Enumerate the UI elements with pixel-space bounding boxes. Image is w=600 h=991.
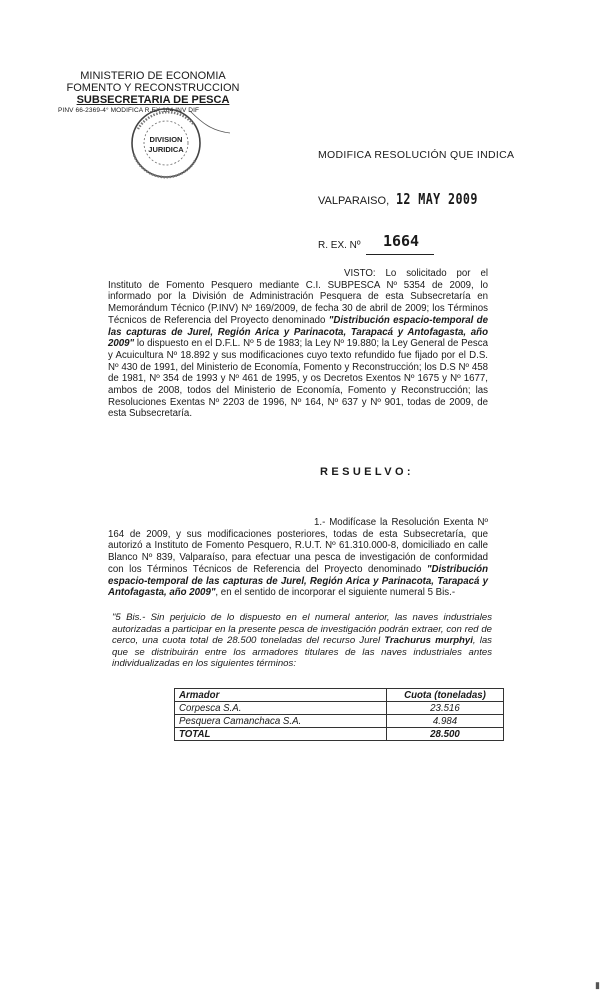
table-header-row bbox=[175, 689, 504, 702]
table-row bbox=[175, 715, 504, 728]
visto-text-1: Lo solicitado por el Instituto de Fomento Pesquero mediante C.I. SUBPESCA Nº 5354 de 2009, lo informado por la División de Administración Pesquera de esta Subsecretaría en Memorándum Técnico (P.INV) Nº 169/2009, de fecha 30 de abril de 2009; los Términos Técnicos de Referencia del Proyecto denominado bbox=[108, 268, 488, 326]
resuelvo-heading: RESUELVO: bbox=[320, 466, 414, 478]
resolution-label: R. EX. Nº bbox=[318, 240, 361, 251]
table-total-row bbox=[175, 728, 504, 741]
document-title: MODIFICA RESOLUCIÓN QUE INDICA bbox=[318, 149, 515, 161]
ministry-subtitle: FOMENTO Y RECONSTRUCCION bbox=[66, 82, 240, 94]
resolution-number: 1664 bbox=[382, 232, 420, 250]
header-armador: Armador bbox=[175, 689, 387, 702]
table-row bbox=[175, 702, 504, 715]
article-1-text-1: 1.- Modifícase la Resolución Exenta Nº 164 de 2009, y sus modificaciones posteriores, todas de esta Subsecretaría, que autorizó a Instituto de Fomento Pesquero, R.U.T. Nº 61.310.000-8, domiciliado en calle Blanco Nº 839, Valparaíso, para efectuar una pesca de investigación de conformidad con los Términos Técnicos de Referencia del Proyecto denominado bbox=[108, 517, 488, 575]
stamp-line-2: JURIDICA bbox=[148, 145, 184, 154]
numeral-text-2: , las que se distribuirán entre los armadores titulares de las naves industriales antes individualizadas en los siguientes términos: bbox=[112, 635, 492, 670]
page-edge-mark: ▮ bbox=[595, 980, 600, 990]
article-1-project-name: "Distribución espacio-temporal de las capturas de Jurel, Región Arica y Parinacota, Tarapacá y Antofagasta, año 2009" bbox=[108, 563, 488, 599]
place-label: VALPARAISO, bbox=[318, 195, 390, 207]
numeral-text-1: "5 Bis.- Sin perjuicio de lo dispuesto en el numeral anterior, las naves industriales autorizadas a participar en la presente pesca de investigación podrán extraer, con red de cerco, una cuota total de 28.500 toneladas del recurso Jurel bbox=[112, 612, 492, 647]
armador-cell: Corpesca S.A. bbox=[175, 702, 387, 715]
reference-code: PINV 66-2369-4° MODIFICA R.EX.164 INV DIF bbox=[58, 107, 200, 114]
visto-text-2: lo dispuesto en el D.F.L. Nº 5 de 1983; la Ley Nº 19.880; la Ley General de Pesca y Acuicultura Nº 18.892 y sus modificaciones cuyo texto refundido fue fijado por el D.S. Nº 430 de 1991, del Ministerio de Economía, Fomento y Reconstrucción; los D.S Nº 458 de 1981, Nº 354 de 1993 y Nº 461 de 1995, y os Decretos Exentos Nº 1675 y Nº 1677, ambos de 2008, todos del Ministerio de Economía, Fomento y Reconstrucción; las Resoluciones Exentas Nº 2203 de 1996, Nº 164, Nº 637 y Nº 901, todas de 2009, de esta Subsecretaría. bbox=[108, 338, 488, 420]
header-cuota: Cuota (toneladas) bbox=[387, 689, 504, 702]
ministry-name: MINISTERIO DE ECONOMIA bbox=[80, 70, 226, 82]
date-stamp: 12 MAY 2009 bbox=[396, 190, 478, 208]
number-underline bbox=[366, 254, 434, 255]
visto-paragraph bbox=[108, 268, 488, 420]
quota-table bbox=[174, 688, 504, 741]
subsecretaria-name: SUBSECRETARIA DE PESCA bbox=[76, 94, 230, 106]
division-juridica-stamp bbox=[120, 103, 238, 183]
total-value: 28.500 bbox=[387, 728, 504, 741]
species-name: Trachurus murphyi bbox=[384, 635, 473, 647]
visto-label: VISTO: bbox=[344, 268, 376, 279]
total-label: TOTAL bbox=[175, 728, 387, 741]
armador-cell: Pesquera Camanchaca S.A. bbox=[175, 715, 387, 728]
cuota-cell: 4.984 bbox=[387, 715, 504, 728]
cuota-cell: 23.516 bbox=[387, 702, 504, 715]
stamp-line-1: DIVISION bbox=[149, 135, 183, 144]
article-1-paragraph bbox=[108, 517, 488, 599]
visto-project-name: "Distribución espacio-temporal de las capturas de Jurel, Región Arica y Parinacota, Tarapacá y Antofagasta, año 2009" bbox=[108, 314, 488, 350]
numeral-5bis-paragraph bbox=[112, 612, 492, 670]
article-1-text-2: , en el sentido de incorporar el siguiente numeral 5 Bis.- bbox=[215, 587, 456, 599]
